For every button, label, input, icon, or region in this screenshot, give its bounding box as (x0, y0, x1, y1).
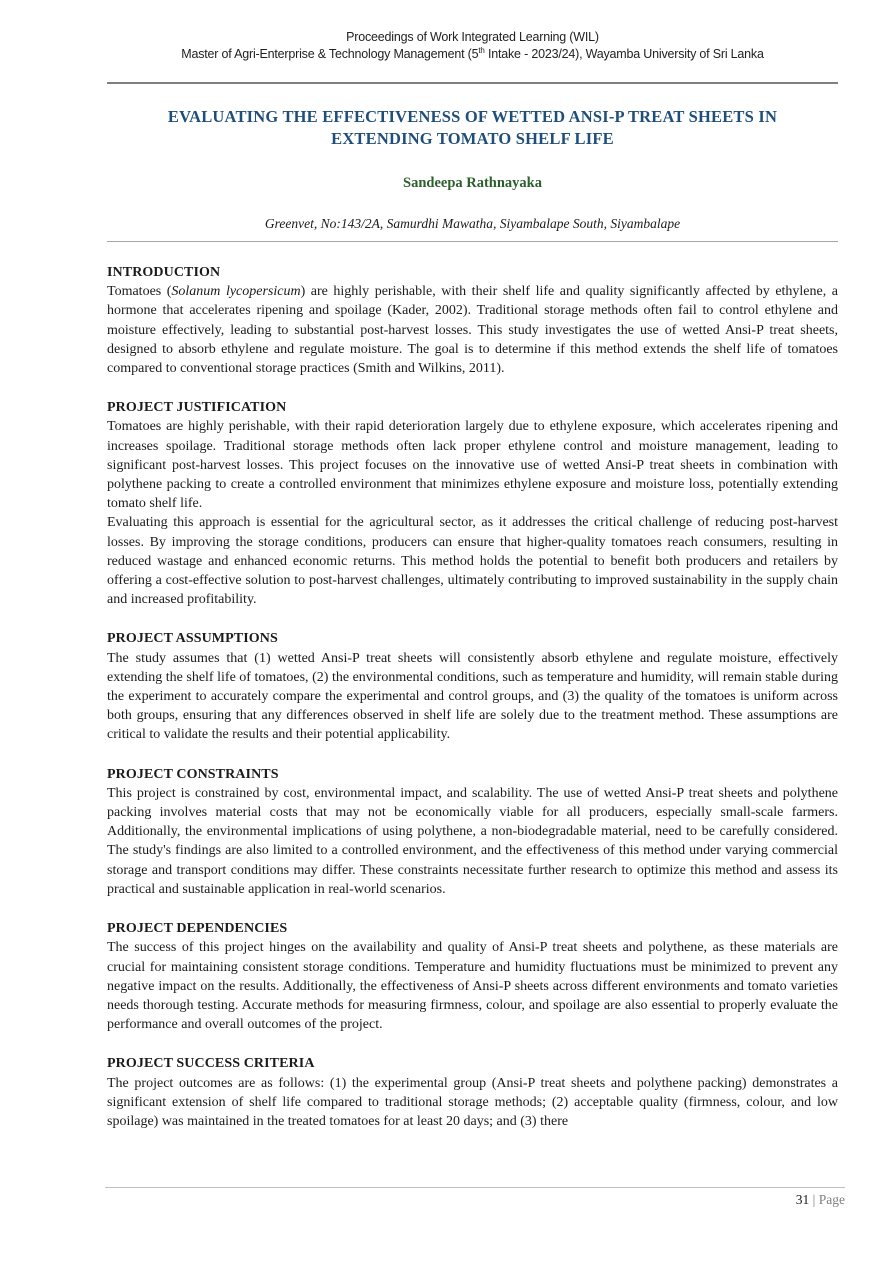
intake-superscript: th (478, 45, 485, 55)
running-head-line-1: Proceedings of Work Integrated Learning (WIL) (346, 30, 599, 44)
running-head-line-2: Master of Agri-Enterprise & Technology Management (5th Intake - 2023/24), Wayamba University of Sri Lanka (181, 45, 764, 61)
section-heading: PROJECT SUCCESS CRITERIA (107, 1056, 315, 1072)
page-content (107, 0, 838, 1131)
page-number-separator: | (809, 1192, 819, 1207)
page-footer (105, 1187, 845, 1208)
sections (107, 263, 838, 1131)
section-heading: PROJECT ASSUMPTIONS (107, 631, 278, 647)
running-head (107, 29, 838, 63)
paragraph: Tomatoes are highly perishable, with their rapid deterioration largely due to ethylene exposure, which accelerates ripening and increases spoilage. Traditional storage methods often lack proper ethylene control and moisture management, leading to significant post-harvest losses. This project focuses on the innovative use of wetted Ansi-P treat sheets in combination with polythene packing to create a controlled environment that minimizes ethylene exposure and moisture loss, potentially extending tomato shelf life. (107, 419, 838, 512)
paragraph: The success of this project hinges on the availability and quality of Ansi-P treat sheets and polythene, as these materials are crucial for maintaining consistent storage conditions. Temperature and humidity fluctuations must be minimized to prevent any negative impact on the results. Additionally, the effectiveness of Ansi-P sheets across different environments and tomato varieties needs thorough testing. Accurate methods for measuring firmness, colour, and spoilage are also essential to properly evaluate the performance and overall outcomes of the project. (107, 940, 838, 1033)
affiliation-divider (107, 241, 838, 242)
section-heading: INTRODUCTION (107, 265, 221, 280)
page-title: EVALUATING THE EFFECTIVENESS OF WETTED ANSI-P TREAT SHEETS IN EXTENDING TOMATO SHELF LIFE (167, 107, 778, 148)
section-heading: PROJECT CONSTRAINTS (107, 766, 279, 782)
page-label: Page (818, 1192, 845, 1207)
author-name: Sandeepa Rathnayaka (403, 175, 542, 191)
paragraph: This project is constrained by cost, environmental impact, and scalability. The use of wetted Ansi-P treat sheets and polythene packing involves material costs that may not be economically viable for all producers, especially small-scale farmers. Additionally, the environmental implications of using polythene, a non-biodegradable material, need to be carefully considered. The study's findings are also limited to a controlled environment, and the effectiveness of this method under varying commercial storage and transport conditions may differ. These constraints necessitate further research to optimize this method and assess its practical and sustainable application in real-world scenarios. (107, 785, 838, 897)
page-number: 31 (795, 1192, 810, 1207)
header-divider (107, 82, 838, 84)
footer-divider (105, 1187, 845, 1188)
paragraph: The project outcomes are as follows: (1) the experimental group (Ansi-P treat sheets and polythene packing) demonstrates a significant extension of shelf life compared to traditional storage methods; (2) acceptable quality (firmness, colour, and low spoilage) was maintained in the treated tomatoes for at least 20 days; and (3) there (107, 1075, 838, 1129)
section-heading: PROJECT DEPENDENCIES (107, 921, 288, 937)
paragraph: The study assumes that (1) wetted Ansi-P treat sheets will consistently absorb ethylene and regulate moisture, effectively extending the shelf life of tomatoes, (2) the environmental conditions, such as temperature and humidity, will remain stable during the experiment to accurately compare the experimental and control groups, and (3) the quality of the tomatoes is uniform across both groups, ensuring that any differences observed in shelf life are solely due to the treatment method. These assumptions are critical to validate the results and their potential applicability. (107, 650, 838, 743)
paragraph: Tomatoes (Solanum lycopersicum) are highly perishable, with their shelf life and quality significantly affected by ethylene, a hormone that accelerates ripening and spoilage (Kader, 2002). Traditional storage methods often fail to control ethylene and moisture effectively, leading to substantial post-harvest losses. This study investigates the use of wetted Ansi-P treat sheets, designed to absorb ethylene and regulate moisture. The goal is to determine if this method extends the shelf life of tomatoes compared to conventional storage practices (Smith and Wilkins, 2011). (107, 284, 838, 377)
footer-text (105, 1192, 845, 1208)
section-heading: PROJECT JUSTIFICATION (107, 400, 287, 416)
affiliation: Greenvet, No:143/2A, Samurdhi Mawatha, Siyambalape South, Siyambalape (264, 216, 681, 231)
paragraph: Evaluating this approach is essential for the agricultural sector, as it addresses the critical challenge of reducing post-harvest losses. By improving the storage conditions, producers can ensure that higher-quality tomatoes reach consumers, resulting in reduced wastage and enhanced economic returns. This method holds the potential to benefit both producers and retailers by offering a cost-effective solution to post-harvest challenges, ultimately contributing to improved sustainability in the supply chain and increased profitability. (107, 515, 838, 608)
